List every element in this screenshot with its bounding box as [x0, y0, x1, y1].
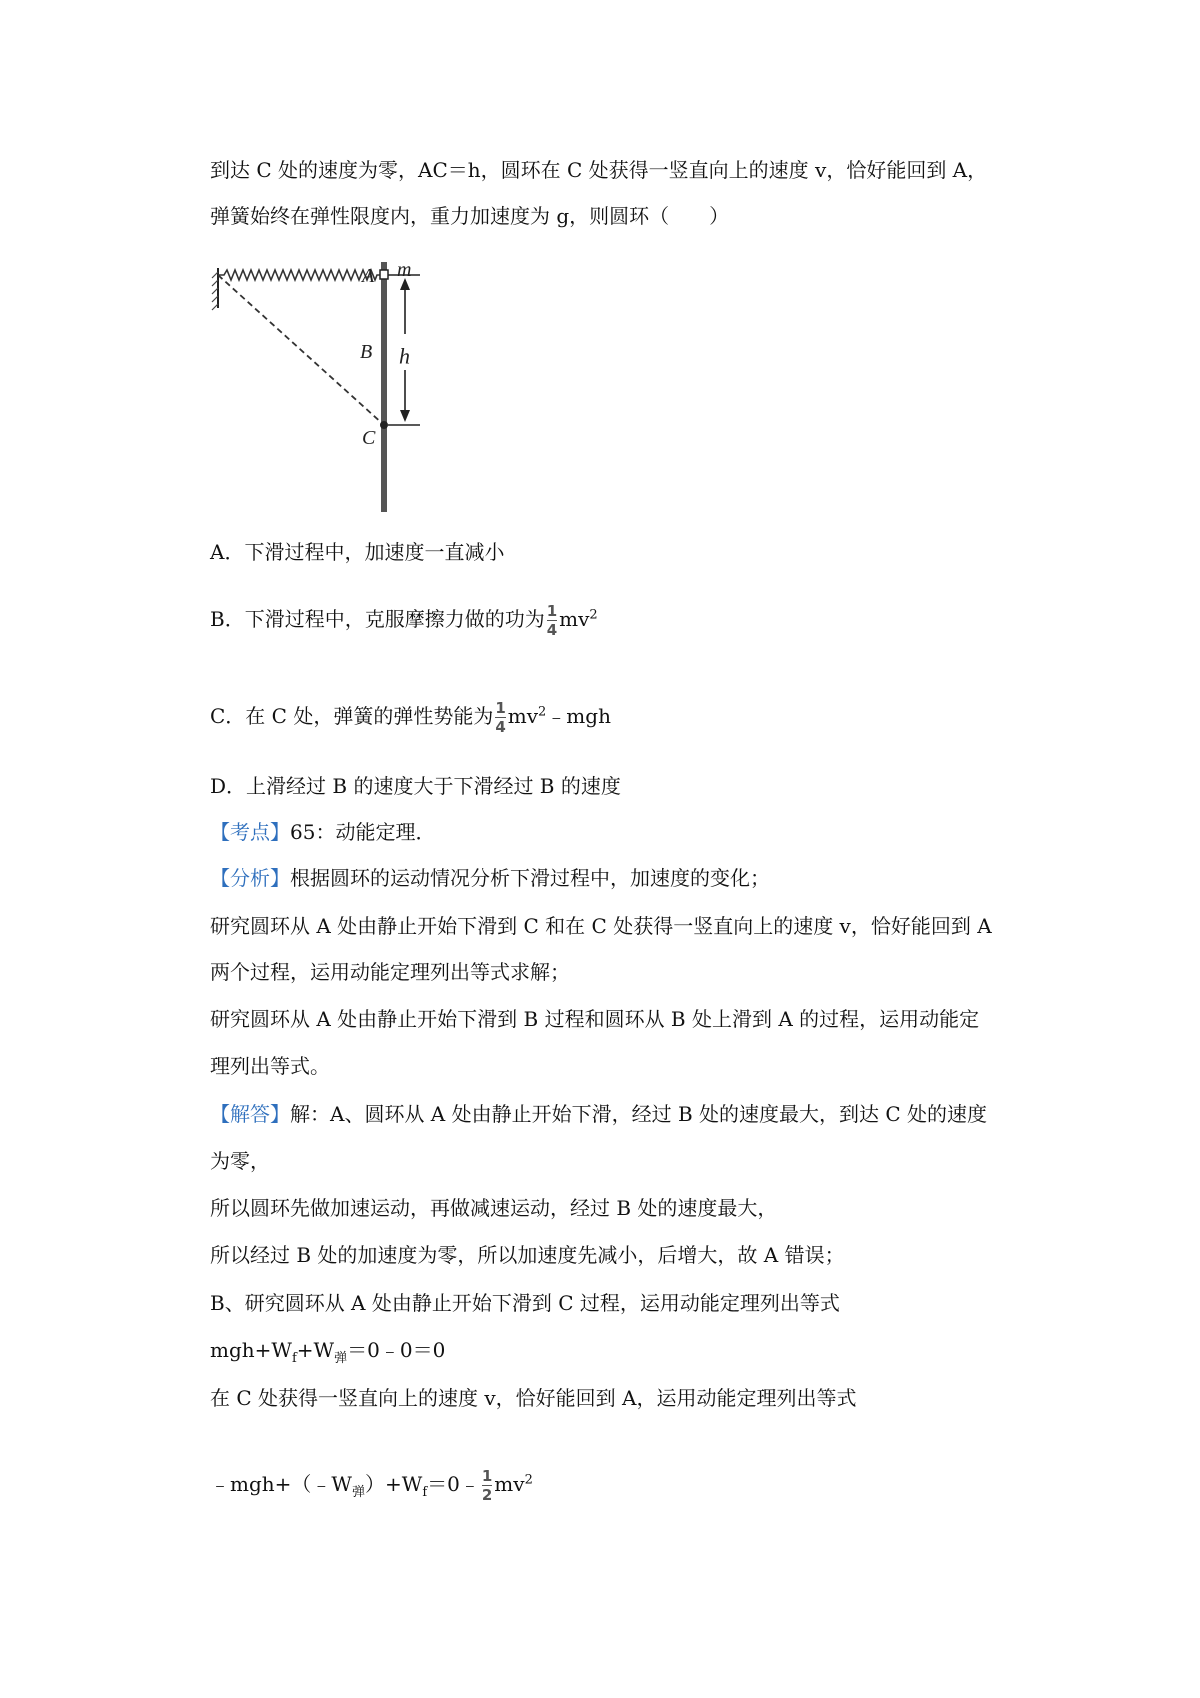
eq2-part-a: ﹣mgh+（﹣W — [210, 1472, 352, 1496]
question-line-2: 弹簧始终在弹性限度内，重力加速度为 g，则圆环（ ） — [210, 204, 730, 228]
spring — [218, 270, 386, 280]
jieda-line-4: 所以经过 B 处的加速度为零，所以加速度先减小，后增大，故 A 错误； — [210, 1243, 845, 1267]
eq1-part-b: +W — [296, 1338, 335, 1362]
eq2-part-b: ）+W — [364, 1472, 423, 1496]
eq1-subscript-tan: 弹 — [334, 1351, 348, 1366]
jieda-tag: 【解答】 — [210, 1102, 290, 1126]
fenxi-line-5: 理列出等式。 — [210, 1054, 330, 1078]
option-b-prefix: B．下滑过程中，克服摩擦力做的功为 — [210, 607, 545, 631]
option-b — [210, 603, 598, 638]
h-arrowhead-down — [400, 410, 410, 422]
jieda-line-2: 为零， — [210, 1149, 270, 1173]
exponent: 2 — [589, 607, 598, 623]
fenxi-line-3: 两个过程，运用动能定理列出等式求解； — [210, 960, 570, 984]
option-c-suffix: ﹣mgh — [546, 704, 611, 728]
eq2-part-c: ＝0﹣ — [427, 1472, 480, 1496]
fraction-denominator: 4 — [495, 718, 506, 736]
kaodian-tag: 【考点】 — [210, 820, 290, 844]
eq2-part-d: mv — [494, 1472, 525, 1496]
label-m: m — [397, 262, 412, 281]
fraction-one-quarter — [495, 700, 505, 735]
fraction-numerator: 1 — [546, 602, 558, 620]
exponent: 2 — [538, 704, 547, 720]
kaodian-text: 65：动能定理． — [290, 820, 436, 844]
option-c-mid: mv — [507, 704, 539, 728]
fraction-denominator: 4 — [546, 621, 558, 639]
label-C: C — [362, 427, 376, 449]
fraction-denominator: 2 — [481, 1486, 493, 1504]
equation-2 — [210, 1468, 533, 1503]
fraction-numerator: 1 — [495, 699, 506, 717]
ring — [380, 270, 388, 279]
exponent: 2 — [524, 1472, 533, 1488]
jieda-line-5: B、研究圆环从 A 处由静止开始下滑到 C 过程，运用动能定理列出等式 — [210, 1291, 840, 1315]
jieda-line-3: 所以圆环先做加速运动，再做减速运动，经过 B 处的速度最大， — [210, 1196, 778, 1220]
jieda-line-6: 在 C 处获得一竖直向上的速度 v，恰好能回到 A，运用动能定理列出等式 — [210, 1386, 857, 1410]
option-c-prefix: C．在 C 处，弹簧的弹性势能为 — [210, 704, 494, 728]
eq2-subscript-f: f — [422, 1485, 428, 1500]
physics-figure — [210, 262, 470, 512]
question-line-1: 到达 C 处的速度为零，AC＝h，圆环在 C 处获得一竖直向上的速度 v，恰好能回到 A， — [210, 158, 988, 182]
fraction-numerator: 1 — [481, 1467, 493, 1485]
option-b-suffix: mv — [559, 607, 590, 631]
fenxi-text-1: 根据圆环的运动情况分析下滑过程中，加速度的变化； — [290, 866, 770, 890]
option-d: D．上滑经过 B 的速度大于下滑经过 B 的速度 — [210, 774, 621, 798]
label-h: h — [399, 343, 410, 369]
eq1-part-a: mgh+W — [210, 1338, 292, 1362]
fenxi-tag: 【分析】 — [210, 866, 290, 890]
vertical-rod — [381, 262, 387, 512]
label-B: B — [360, 341, 373, 363]
eq1-subscript-f: f — [291, 1351, 297, 1366]
label-A: A — [362, 265, 375, 287]
jieda-line-1 — [210, 1100, 987, 1128]
option-a: A．下滑过程中，加速度一直减小 — [210, 540, 505, 564]
fraction-one-quarter — [547, 603, 557, 638]
eq2-subscript-tan: 弹 — [351, 1485, 365, 1500]
fraction-one-half — [482, 1468, 492, 1503]
jieda-text-1: 解：A、圆环从 A 处由静止开始下滑，经过 B 处的速度最大，到达 C 处的速度 — [290, 1102, 988, 1126]
fenxi-line-4: 研究圆环从 A 处由静止开始下滑到 B 过程和圆环从 B 处上滑到 A 的过程，运用动能定 — [210, 1007, 980, 1031]
eq1-part-c: ＝0﹣0＝0 — [347, 1338, 446, 1362]
fenxi-line-1 — [210, 864, 770, 892]
option-c — [210, 700, 611, 735]
fenxi-line-2: 研究圆环从 A 处由静止开始下滑到 C 和在 C 处获得一竖直向上的速度 v，恰好能回到 A — [210, 914, 992, 938]
point-C — [380, 421, 388, 429]
kaodian-line — [210, 818, 435, 846]
equation-1 — [210, 1336, 445, 1364]
